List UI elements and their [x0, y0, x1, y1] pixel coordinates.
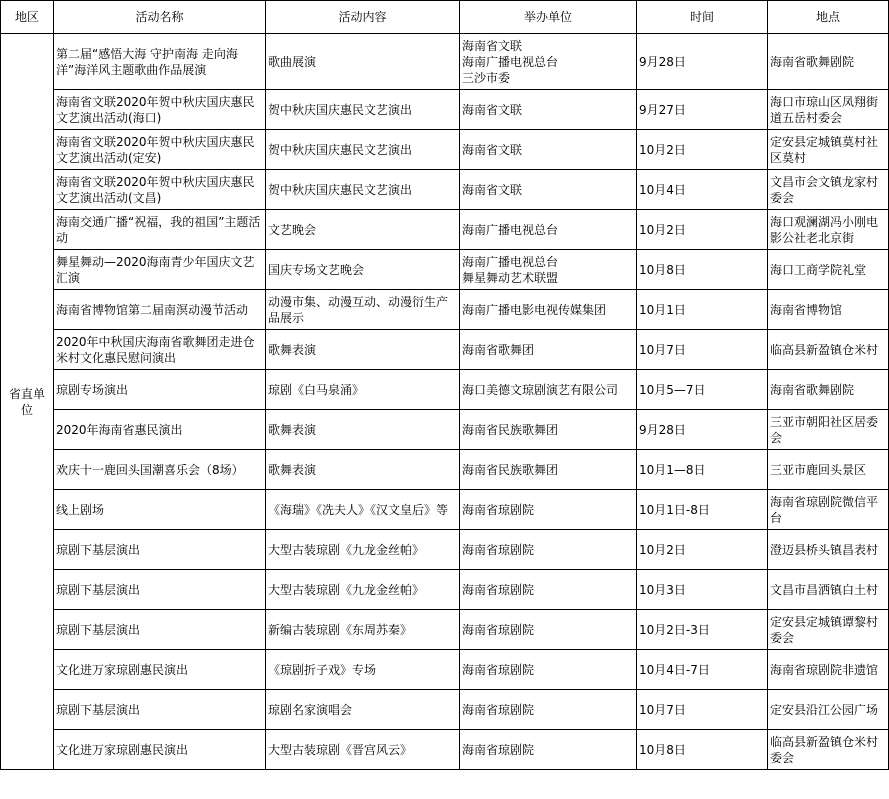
table-row — [1, 530, 889, 570]
cell-name: 海南交通广播“祝福，我的祖国”主题活动 — [54, 210, 266, 250]
cell-organizer: 海南省琼剧院 — [460, 690, 637, 730]
header-name: 活动名称 — [54, 1, 266, 34]
cell-location: 海南省歌舞剧院 — [768, 34, 889, 90]
cell-organizer: 海南省民族歌舞团 — [460, 450, 637, 490]
cell-content: 文艺晚会 — [266, 210, 460, 250]
cell-content: 琼剧《白马泉涌》 — [266, 370, 460, 410]
table-row — [1, 730, 889, 770]
table-row — [1, 570, 889, 610]
table-row — [1, 370, 889, 410]
cell-location: 海南省琼剧院微信平台 — [768, 490, 889, 530]
header-row — [1, 1, 889, 34]
region-cell: 省直单位 — [1, 34, 54, 770]
cell-content: 《海瑞》《冼夫人》《汉文皇后》等 — [266, 490, 460, 530]
table-row — [1, 410, 889, 450]
cell-content: 国庆专场文艺晚会 — [266, 250, 460, 290]
cell-time: 10月2日 — [637, 530, 768, 570]
table-row — [1, 610, 889, 650]
cell-organizer: 海南省琼剧院 — [460, 650, 637, 690]
cell-content: 新编古装琼剧《东周苏秦》 — [266, 610, 460, 650]
cell-name: 琼剧专场演出 — [54, 370, 266, 410]
table-row — [1, 690, 889, 730]
cell-name: 第二届“感悟大海 守护南海 走向海洋”海洋风主题歌曲作品展演 — [54, 34, 266, 90]
cell-name: 海南省文联2020年贺中秋庆国庆惠民文艺演出活动(文昌) — [54, 170, 266, 210]
cell-location: 定安县沿江公园广场 — [768, 690, 889, 730]
cell-location: 海口工商学院礼堂 — [768, 250, 889, 290]
cell-time: 10月8日 — [637, 250, 768, 290]
cell-content: 大型古装琼剧《九龙金丝帕》 — [266, 570, 460, 610]
cell-content: 贺中秋庆国庆惠民文艺演出 — [266, 90, 460, 130]
cell-organizer: 海南省琼剧院 — [460, 490, 637, 530]
cell-organizer: 海口美德文琼剧演艺有限公司 — [460, 370, 637, 410]
cell-organizer: 海南省琼剧院 — [460, 610, 637, 650]
cell-time: 10月3日 — [637, 570, 768, 610]
cell-content: 琼剧名家演唱会 — [266, 690, 460, 730]
cell-organizer: 海南广播电视总台 — [460, 210, 637, 250]
cell-content: 大型古装琼剧《九龙金丝帕》 — [266, 530, 460, 570]
table-row — [1, 450, 889, 490]
cell-name: 海南省博物馆第二届南溟动漫节活动 — [54, 290, 266, 330]
cell-organizer: 海南广播电影电视传媒集团 — [460, 290, 637, 330]
cell-location: 海口市琼山区凤翔街道五岳村委会 — [768, 90, 889, 130]
cell-organizer: 海南省民族歌舞团 — [460, 410, 637, 450]
cell-name: 海南省文联2020年贺中秋庆国庆惠民文艺演出活动(定安) — [54, 130, 266, 170]
cell-time: 10月8日 — [637, 730, 768, 770]
cell-content: 歌舞表演 — [266, 410, 460, 450]
cell-name: 琼剧下基层演出 — [54, 690, 266, 730]
cell-location: 海南省博物馆 — [768, 290, 889, 330]
cell-content: 《琼剧折子戏》专场 — [266, 650, 460, 690]
cell-location: 临高县新盈镇仓米村 — [768, 330, 889, 370]
cell-time: 10月2日 — [637, 130, 768, 170]
cell-organizer: 海南省文联 — [460, 130, 637, 170]
cell-name: 欢庆十一鹿回头国潮喜乐会（8场） — [54, 450, 266, 490]
cell-time: 10月4日-7日 — [637, 650, 768, 690]
table-row — [1, 250, 889, 290]
cell-name: 文化进万家琼剧惠民演出 — [54, 730, 266, 770]
cell-time: 9月28日 — [637, 410, 768, 450]
cell-content: 贺中秋庆国庆惠民文艺演出 — [266, 130, 460, 170]
cell-organizer: 海南省琼剧院 — [460, 730, 637, 770]
cell-time: 10月7日 — [637, 330, 768, 370]
cell-content: 歌曲展演 — [266, 34, 460, 90]
header-region: 地区 — [1, 1, 54, 34]
cell-name: 2020年海南省惠民演出 — [54, 410, 266, 450]
header-time: 时间 — [637, 1, 768, 34]
cell-organizer: 海南省琼剧院 — [460, 530, 637, 570]
cell-organizer: 海南省文联 海南广播电视总台 三沙市委 — [460, 34, 637, 90]
cell-time: 10月1日 — [637, 290, 768, 330]
cell-location: 定安县定城镇莫村社区莫村 — [768, 130, 889, 170]
cell-location: 临高县新盈镇仓米村委会 — [768, 730, 889, 770]
cell-time: 10月7日 — [637, 690, 768, 730]
cell-time: 9月28日 — [637, 34, 768, 90]
cell-location: 文昌市会文镇龙家村委会 — [768, 170, 889, 210]
cell-name: 琼剧下基层演出 — [54, 530, 266, 570]
header-organizer: 举办单位 — [460, 1, 637, 34]
cell-location: 文昌市昌洒镇白土村 — [768, 570, 889, 610]
table-body — [1, 34, 889, 770]
cell-organizer: 海南省文联 — [460, 90, 637, 130]
table-row — [1, 170, 889, 210]
table-row — [1, 90, 889, 130]
cell-name: 琼剧下基层演出 — [54, 610, 266, 650]
cell-organizer: 海南省文联 — [460, 170, 637, 210]
cell-time: 10月1—8日 — [637, 450, 768, 490]
cell-location: 海口观澜湖冯小刚电影公社老北京街 — [768, 210, 889, 250]
cell-content: 大型古装琼剧《晋宫风云》 — [266, 730, 460, 770]
cell-location: 三亚市鹿回头景区 — [768, 450, 889, 490]
table-row — [1, 330, 889, 370]
table-row — [1, 490, 889, 530]
cell-content: 歌舞表演 — [266, 450, 460, 490]
cell-name: 线上剧场 — [54, 490, 266, 530]
cell-organizer: 海南省歌舞团 — [460, 330, 637, 370]
cell-time: 10月4日 — [637, 170, 768, 210]
cell-name: 海南省文联2020年贺中秋庆国庆惠民文艺演出活动(海口) — [54, 90, 266, 130]
cell-location: 三亚市朝阳社区居委会 — [768, 410, 889, 450]
cell-location: 海南省琼剧院非遗馆 — [768, 650, 889, 690]
header-content: 活动内容 — [266, 1, 460, 34]
cell-name: 文化进万家琼剧惠民演出 — [54, 650, 266, 690]
table-row — [1, 290, 889, 330]
cell-time: 9月27日 — [637, 90, 768, 130]
cell-name: 2020年中秋国庆海南省歌舞团走进仓米村文化惠民慰问演出 — [54, 330, 266, 370]
cell-time: 10月2日-3日 — [637, 610, 768, 650]
cell-content: 贺中秋庆国庆惠民文艺演出 — [266, 170, 460, 210]
cell-time: 10月5—7日 — [637, 370, 768, 410]
cell-organizer: 海南省琼剧院 — [460, 570, 637, 610]
cell-content: 动漫市集、动漫互动、动漫衍生产品展示 — [266, 290, 460, 330]
header-location: 地点 — [768, 1, 889, 34]
cell-time: 10月1日-8日 — [637, 490, 768, 530]
cell-location: 海南省歌舞剧院 — [768, 370, 889, 410]
table-row — [1, 210, 889, 250]
table-row — [1, 34, 889, 90]
cell-location: 定安县定城镇谭黎村委会 — [768, 610, 889, 650]
cell-name: 舞星舞动—2020海南青少年国庆文艺汇演 — [54, 250, 266, 290]
cell-name: 琼剧下基层演出 — [54, 570, 266, 610]
cell-organizer: 海南广播电视总台 舞星舞动艺术联盟 — [460, 250, 637, 290]
cell-location: 澄迈县桥头镇昌表村 — [768, 530, 889, 570]
table-row — [1, 130, 889, 170]
cell-time: 10月2日 — [637, 210, 768, 250]
table-row — [1, 650, 889, 690]
cell-content: 歌舞表演 — [266, 330, 460, 370]
